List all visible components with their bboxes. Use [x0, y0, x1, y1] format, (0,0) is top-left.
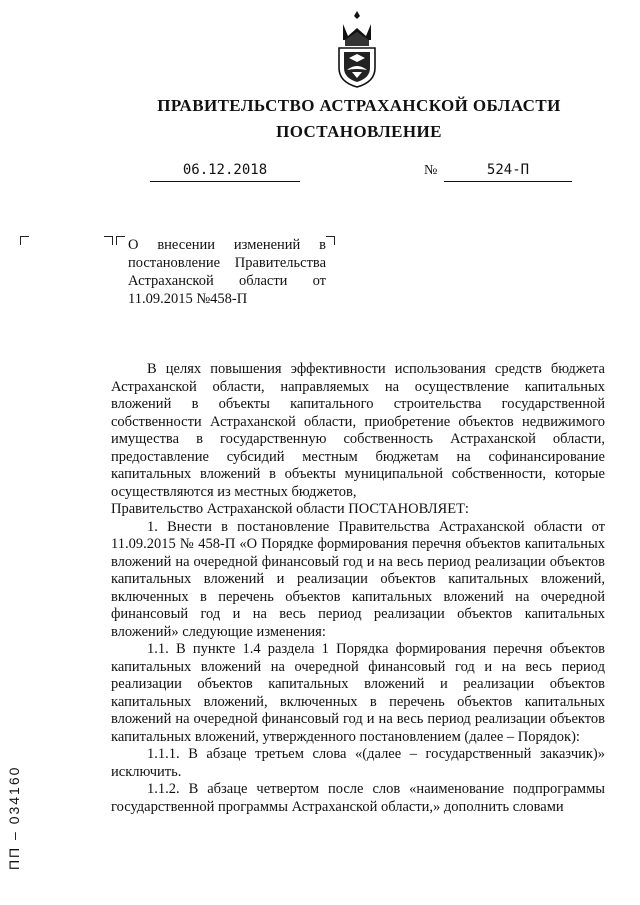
item-1-1-paragraph: 1.1. В пункте 1.4 раздела 1 Порядка формирования перечня объектов капитальных вложений на очередной финансовый год и на весь период реализации объектов капитальных вложений и реализации объектов капитальных вложений, включенных в перечень объектов капитальных вложений на очередной финансовый год и на весь период реализации объектов капитальных вложений, утвержденного постановлением (далее – Порядок):	[111, 641, 605, 745]
coat-of-arms-icon	[334, 10, 380, 88]
corner-mark-inner-left	[104, 236, 113, 245]
number-label: №	[424, 163, 438, 178]
preamble-paragraph: В целях повышения эффективности использования средств бюджета Астраханской области, направляемых на осуществление капитальных вложений в объекты капитального строительства государственной собственности Астраханской области, приобретение объектов недвижимого имущества в государственную собственность Астраханской области, предоставление субсидий местным бюджетам на софинансирование капитальных вложений в объекты муниципальной собственности, которые осуществляются из местных бюджетов,	[111, 361, 605, 500]
margin-serial-stamp: ПП – 034160	[6, 765, 22, 870]
document-number: 524-П	[444, 161, 572, 182]
government-title: ПРАВИТЕЛЬСТВО АСТРАХАНСКОЙ ОБЛАСТИ	[157, 96, 561, 115]
corner-mark-subject-end	[326, 236, 335, 245]
corner-mark-subject-start	[116, 236, 125, 245]
document-body	[111, 361, 605, 816]
item-1-paragraph: 1. Внести в постановление Правительства Астраханской области от 11.09.2015 № 458-П «О Порядке формирования перечня объектов капитальных вложений на очередной финансовый год и на весь период реализации объектов капитальных вложений и реализации объектов капитальных вложений, включенных в перечень объектов капитальных вложений на очередной финансовый год и на весь период реализации объектов капитальных вложений» следующие изменения:	[111, 518, 605, 640]
item-1-1-1-paragraph: 1.1.1. В абзаце третьем слова «(далее – государственный заказчик)» исключить.	[111, 746, 605, 780]
document-date: 06.12.2018	[150, 161, 300, 182]
item-1-1-2-paragraph: 1.1.2. В абзаце четвертом после слов «наименование подпрограммы государственной программы Астраханской области,» дополнить словами	[111, 781, 605, 815]
resolution-paragraph: Правительство Астраханской области ПОСТАНОВЛЯЕТ:	[111, 501, 469, 517]
corner-mark-left	[20, 236, 29, 245]
document-subject: О внесении изменений в постановление Правительства Астраханской области от 11.09.2015 №458-П	[128, 237, 326, 307]
document-type-title: ПОСТАНОВЛЕНИЕ	[276, 122, 442, 141]
